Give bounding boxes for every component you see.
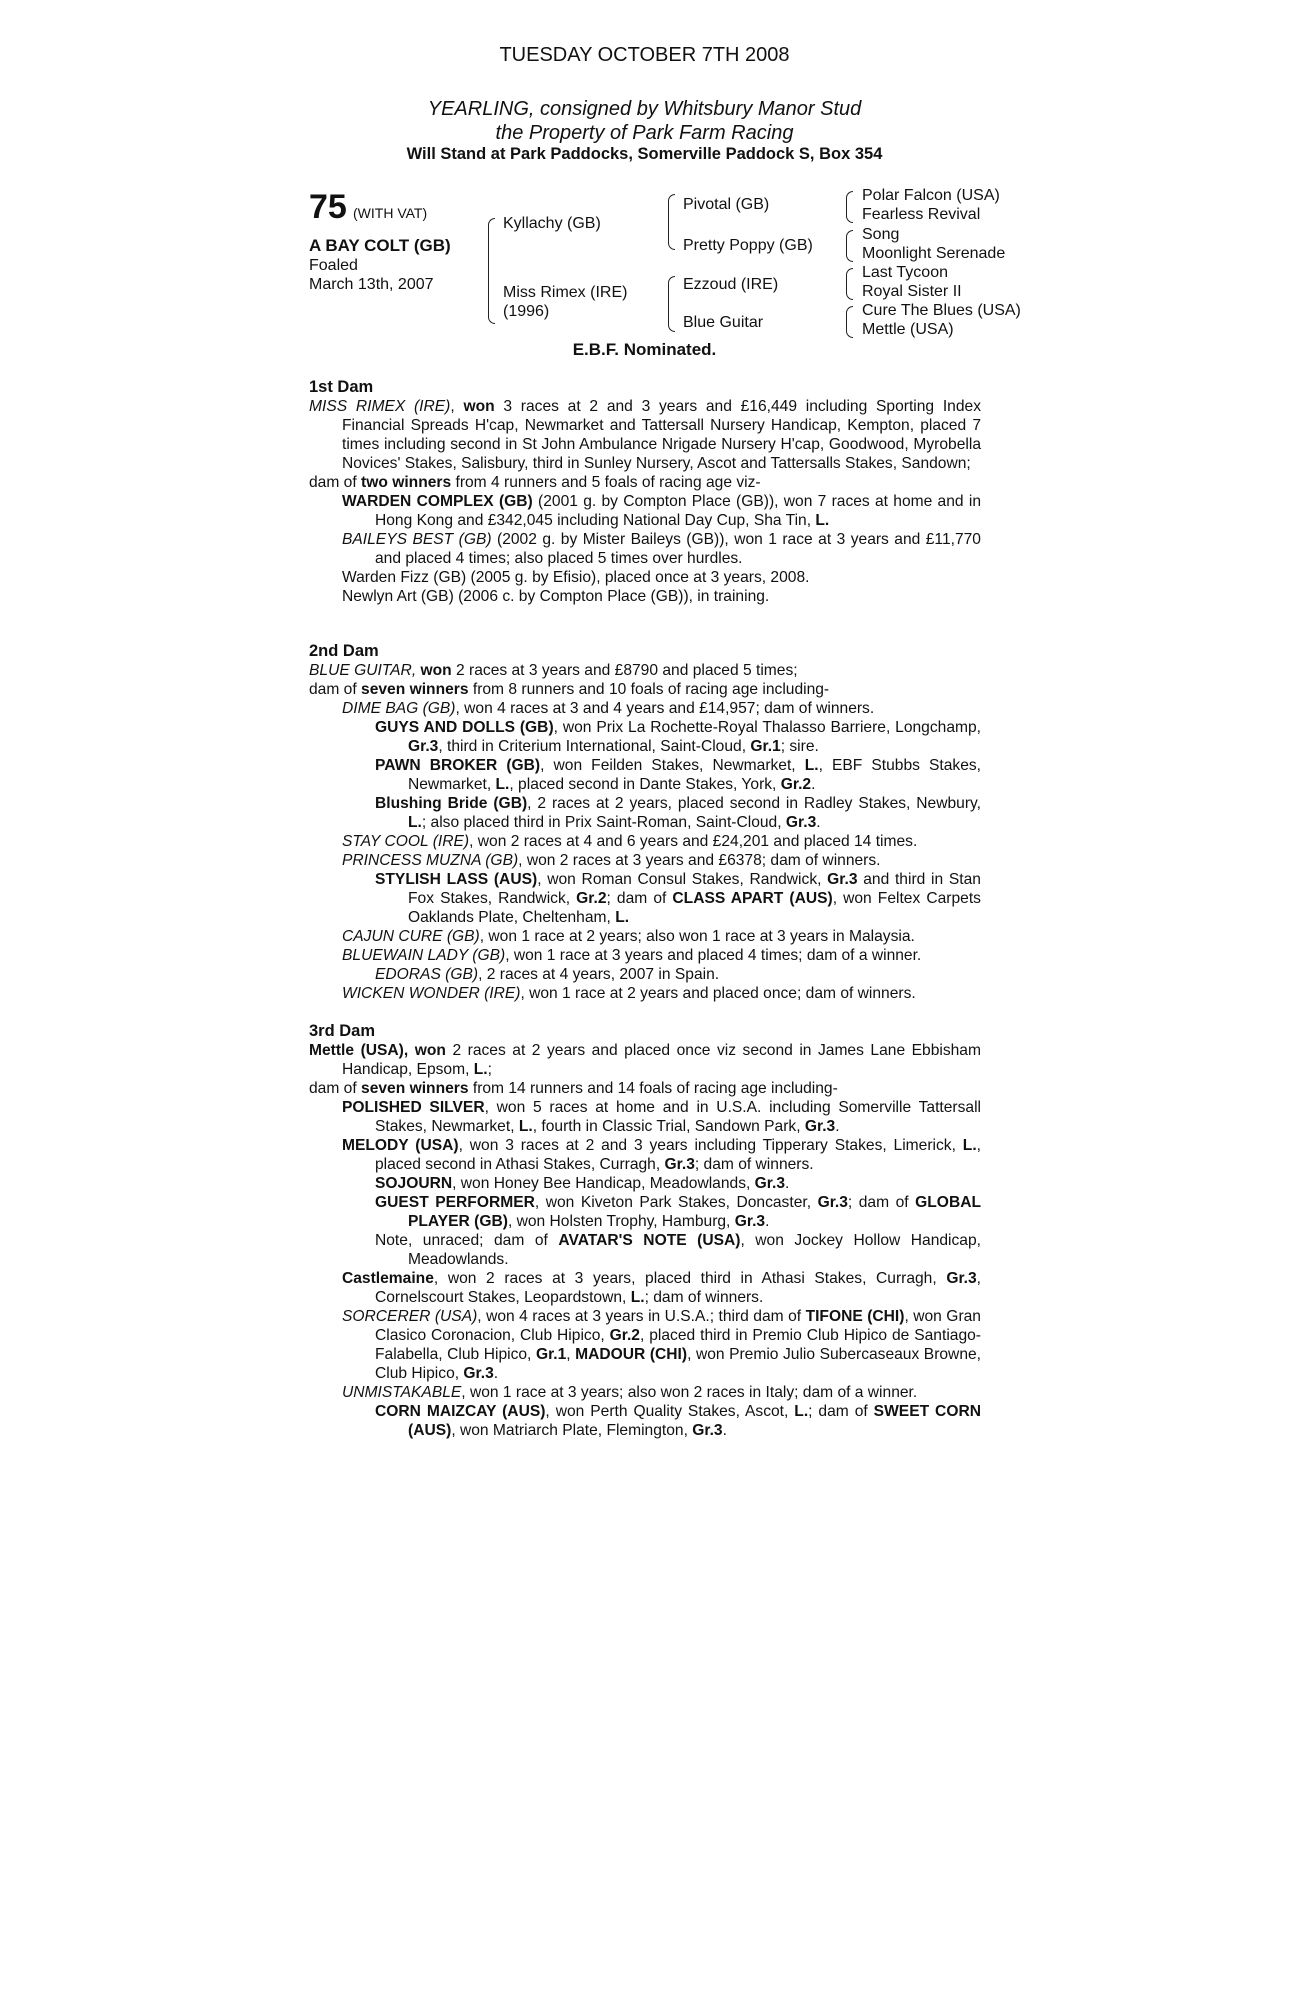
produce-summary: dam of seven winners from 14 runners and 14 foals of racing age including- [309, 1080, 838, 1097]
dam-record: Mettle (USA), won 2 races at 2 years and placed once viz second in James Lane Ebbisham Handicap, Epsom, L.; [309, 1042, 981, 1078]
produce-item: BAILEYS BEST (GB) (2002 g. by Mister Baileys (GB)), won 1 race at 3 years and £11,770 and placed 4 times; also placed 5 times over hurdles. [342, 531, 981, 567]
produce-item: UNMISTAKABLE, won 1 race at 3 years; also won 2 races in Italy; dam of a winner. [342, 1384, 918, 1401]
produce-item: SORCERER (USA), won 4 races at 3 years in U.S.A.; third dam of TIFONE (CHI), won Gran Clasico Coronacion, Club Hipico, Gr.2, placed third in Premio Club Hipico de Santiago-Falabella, Club Hipico, Gr.1, MADOUR (CHI), won Premio Julio Subercaseaux Browne, Club Hipico, Gr.3. [342, 1308, 982, 1382]
section-heading: 1st Dam [309, 378, 374, 396]
section-heading: 2nd Dam [309, 642, 379, 660]
section-heading: 3rd Dam [309, 1022, 376, 1040]
pedigree-gen3-5: Last Tycoon [862, 264, 948, 281]
pedigree-brace-ds [846, 268, 853, 300]
pedigree-sire-dam: Pretty Poppy (GB) [683, 237, 813, 254]
second-dam-section [309, 642, 981, 1003]
pedigree-gen3-3: Song [862, 226, 900, 243]
foaled-label: Foaled [309, 257, 358, 274]
property-line: the Property of Park Farm Racing [495, 122, 794, 144]
third-dam-section [309, 1022, 981, 1440]
ebf-nomination: E.B.F. Nominated. [572, 340, 717, 359]
pedigree-brace-sire [668, 194, 675, 250]
produce-item: Blushing Bride (GB), 2 races at 2 years, placed second in Radley Stakes, Newbury, L.; also placed third in Prix Saint-Roman, Saint-Cloud, Gr.3. [375, 795, 981, 831]
produce-item: GUYS AND DOLLS (GB), won Prix La Rochette-Royal Thalasso Barriere, Longchamp, Gr.3, third in Criterium International, Saint-Cloud, Gr.1; sire. [375, 719, 981, 755]
produce-item: Note, unraced; dam of AVATAR'S NOTE (USA), won Jockey Hollow Handicap, Meadowlands. [375, 1232, 981, 1268]
produce-item: PAWN BROKER (GB), won Feilden Stakes, Newmarket, L., EBF Stubbs Stakes, Newmarket, L., placed second in Dante Stakes, York, Gr.2. [375, 757, 982, 793]
produce-item: STYLISH LASS (AUS), won Roman Consul Stakes, Randwick, Gr.3 and third in Stan Fox Stakes, Randwick, Gr.2; dam of CLASS APART (AUS), won Feltex Carpets Oaklands Plate, Cheltenham, L. [375, 871, 981, 926]
dam-record: MISS RIMEX (IRE), won 3 races at 2 and 3 years and £16,449 including Sporting Index Financial Spreads H'cap, Newmarket and Tattersall Nursery Handicap, Kempton, placed 7 times including second in St John Ambulance Nrigade Nursery H'cap, Goodwood, Myrobella Novices' Stakes, Salisbury, third in Sunley Nursery, Ascot and Tattersalls Stakes, Sandown; [309, 398, 981, 472]
produce-item: CAJUN CURE (GB), won 1 race at 2 years; also won 1 race at 3 years in Malaysia. [342, 928, 915, 945]
consignor-line: YEARLING, consigned by Whitsbury Manor Stud [427, 98, 862, 120]
pedigree-gen3-8: Mettle (USA) [862, 321, 954, 338]
pedigree-dam-dam: Blue Guitar [683, 314, 764, 331]
dam-record: BLUE GUITAR, won 2 races at 3 years and £8790 and placed 5 times; [309, 662, 798, 679]
produce-item: MELODY (USA), won 3 races at 2 and 3 years including Tipperary Stakes, Limerick, L., placed second in Athasi Stakes, Curragh, Gr.3; dam of winners. [342, 1137, 981, 1173]
produce-item: PRINCESS MUZNA (GB), won 2 races at 3 years and £6378; dam of winners. [342, 852, 881, 869]
produce-item: EDORAS (GB), 2 races at 4 years, 2007 in Spain. [375, 966, 720, 983]
produce-item: STAY COOL (IRE), won 2 races at 4 and 6 years and £24,201 and placed 14 times. [342, 833, 918, 850]
produce-summary: dam of seven winners from 8 runners and 10 foals of racing age including- [309, 681, 830, 698]
produce-item: Warden Fizz (GB) (2005 g. by Efisio), placed once at 3 years, 2008. [342, 569, 810, 586]
pedigree-brace-dam [668, 276, 675, 332]
sale-date: TUESDAY OCTOBER 7TH 2008 [499, 44, 790, 66]
pedigree-brace-main [488, 218, 495, 324]
produce-item: Newlyn Art (GB) (2006 c. by Compton Place (GB)), in training. [342, 588, 770, 605]
pedigree-gen3-6: Royal Sister II [862, 283, 962, 300]
pedigree-brace-dd [846, 306, 853, 338]
produce-item: SOJOURN, won Honey Bee Handicap, Meadowlands, Gr.3. [375, 1175, 790, 1192]
pedigree-gen3-7: Cure The Blues (USA) [862, 302, 1021, 319]
pedigree-sire-sire: Pivotal (GB) [683, 196, 770, 213]
produce-item: CORN MAIZCAY (AUS), won Perth Quality Stakes, Ascot, L.; dam of SWEET CORN (AUS), won Matriarch Plate, Flemington, Gr.3. [375, 1403, 981, 1439]
produce-item: WARDEN COMPLEX (GB) (2001 g. by Compton Place (GB)), won 7 races at home and in Hong Kong and £342,045 including National Day Cup, Sha Tin, L. [342, 493, 981, 529]
pedigree-gen3-1: Polar Falcon (USA) [862, 187, 1000, 204]
produce-summary: dam of two winners from 4 runners and 5 foals of racing age viz- [309, 474, 761, 491]
stand-location: Will Stand at Park Paddocks, Somerville Paddock S, Box 354 [406, 145, 883, 163]
pedigree-brace-sd [846, 230, 853, 262]
produce-item: BLUEWAIN LADY (GB), won 1 race at 3 years and placed 4 times; dam of a winner. [342, 947, 922, 964]
produce-item: GUEST PERFORMER, won Kiveton Park Stakes, Doncaster, Gr.3; dam of GLOBAL PLAYER (GB), won Holsten Trophy, Hamburg, Gr.3. [375, 1194, 981, 1230]
pedigree-dam-year: (1996) [503, 303, 550, 320]
foaled-date: March 13th, 2007 [309, 276, 434, 293]
lot-name: A BAY COLT (GB) [309, 236, 451, 255]
first-dam-section [309, 378, 981, 606]
pedigree-dam: Miss Rimex (IRE) [503, 284, 628, 301]
produce-item: POLISHED SILVER, won 5 races at home and in U.S.A. including Somerville Tattersall Stakes, Newmarket, L., fourth in Classic Trial, Sandown Park, Gr.3. [342, 1099, 981, 1135]
produce-item: DIME BAG (GB), won 4 races at 3 and 4 years and £14,957; dam of winners. [342, 700, 875, 717]
lot-number: 75 [309, 188, 347, 226]
produce-item: WICKEN WONDER (IRE), won 1 race at 2 years and placed once; dam of winners. [342, 985, 916, 1002]
pedigree-gen3-4: Moonlight Serenade [862, 245, 1006, 262]
pedigree-brace-ss [846, 191, 853, 223]
pedigree-sire: Kyllachy (GB) [503, 215, 601, 232]
pedigree-gen3-2: Fearless Revival [862, 206, 981, 223]
pedigree-dam-sire: Ezzoud (IRE) [683, 276, 779, 293]
vat-note: (WITH VAT) [353, 205, 428, 221]
produce-item: Castlemaine, won 2 races at 3 years, placed third in Athasi Stakes, Curragh, Gr.3, Cornelscourt Stakes, Leopardstown, L.; dam of winners. [342, 1270, 981, 1306]
